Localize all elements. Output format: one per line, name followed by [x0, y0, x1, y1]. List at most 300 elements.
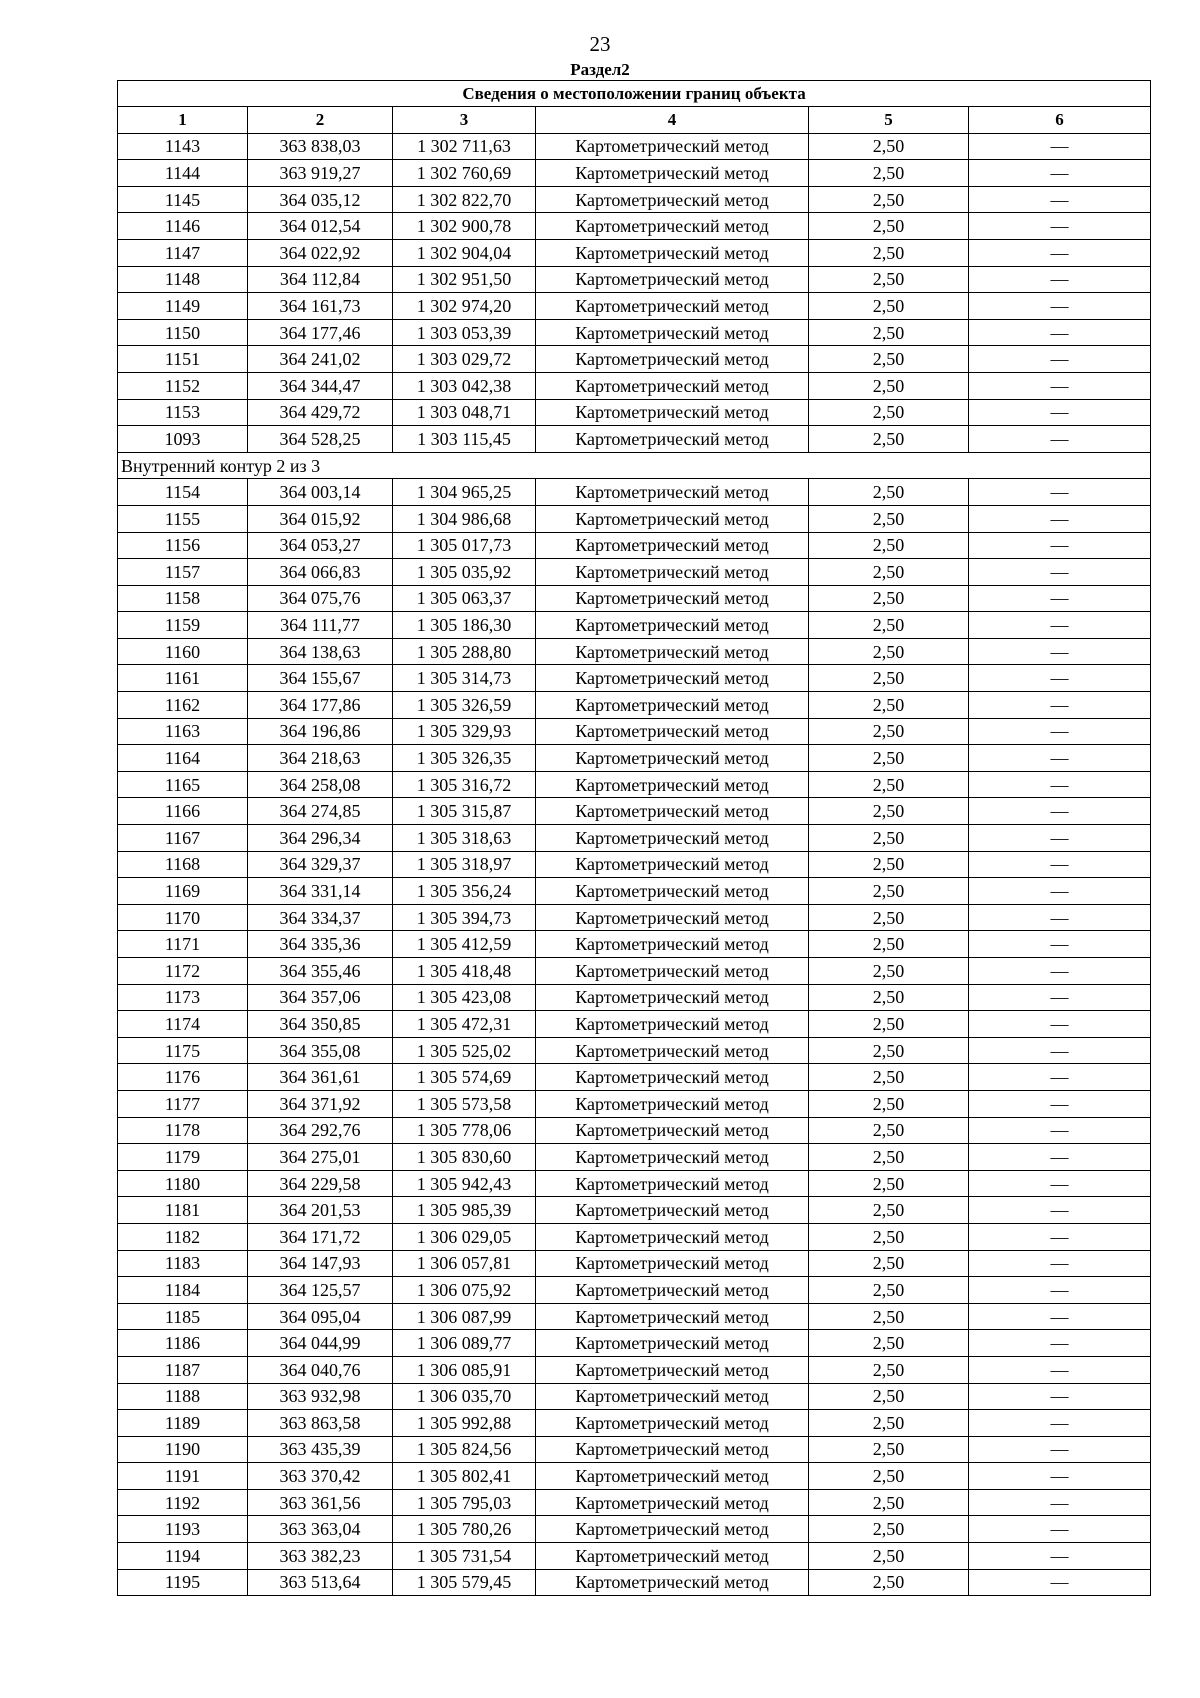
table-cell: Картометрический метод	[536, 399, 809, 426]
table-cell: 1160	[118, 638, 248, 665]
table-row	[118, 851, 1151, 878]
table-cell: Картометрический метод	[536, 532, 809, 559]
table-cell: 1 302 760,69	[393, 160, 536, 187]
table-cell: 2,50	[809, 1011, 969, 1038]
table-cell: 363 361,56	[248, 1489, 393, 1516]
table-cell: —	[969, 585, 1151, 612]
table-cell: —	[969, 692, 1151, 719]
table-cell: 1 305 063,37	[393, 585, 536, 612]
table-cell: 1194	[118, 1543, 248, 1570]
table-cell: Картометрический метод	[536, 1463, 809, 1490]
table-row	[118, 1090, 1151, 1117]
table-row	[118, 426, 1151, 453]
table-cell: 364 275,01	[248, 1144, 393, 1171]
table-cell: —	[969, 1569, 1151, 1596]
table-cell: —	[969, 1170, 1151, 1197]
table-row	[118, 665, 1151, 692]
table-cell: —	[969, 1516, 1151, 1543]
table-cell: 364 111,77	[248, 612, 393, 639]
table-cell: 2,50	[809, 1250, 969, 1277]
table-cell: Картометрический метод	[536, 1516, 809, 1543]
table-cell: 364 177,86	[248, 692, 393, 719]
table-cell: —	[969, 532, 1151, 559]
table-cell: 2,50	[809, 372, 969, 399]
table-cell: —	[969, 1011, 1151, 1038]
table-cell: —	[969, 718, 1151, 745]
table-cell: Картометрический метод	[536, 1410, 809, 1437]
table-cell: 1 305 326,35	[393, 745, 536, 772]
table-cell: 2,50	[809, 532, 969, 559]
table-row	[118, 638, 1151, 665]
table-cell: 1 302 904,04	[393, 239, 536, 266]
table-cell: 2,50	[809, 559, 969, 586]
table-cell: 1150	[118, 319, 248, 346]
table-cell: 1175	[118, 1037, 248, 1064]
table-row	[118, 505, 1151, 532]
table-cell: 1182	[118, 1223, 248, 1250]
table-cell: 363 838,03	[248, 133, 393, 160]
table-cell: Картометрический метод	[536, 1356, 809, 1383]
table-cell: Картометрический метод	[536, 1197, 809, 1224]
table-cell: 2,50	[809, 399, 969, 426]
table-cell: —	[969, 186, 1151, 213]
table-cell: 1 306 087,99	[393, 1303, 536, 1330]
table-cell: Картометрический метод	[536, 958, 809, 985]
table-cell: 1143	[118, 133, 248, 160]
table-cell: 2,50	[809, 825, 969, 852]
table-cell: 1 305 326,59	[393, 692, 536, 719]
table-row	[118, 825, 1151, 852]
table-cell: 1 305 418,48	[393, 958, 536, 985]
table-cell: 2,50	[809, 692, 969, 719]
table-cell: 2,50	[809, 1569, 969, 1596]
table-cell: 364 361,61	[248, 1064, 393, 1091]
table-row	[118, 718, 1151, 745]
table-cell: —	[969, 612, 1151, 639]
table-cell: 1193	[118, 1516, 248, 1543]
table-cell: Картометрический метод	[536, 1383, 809, 1410]
table-cell: 363 513,64	[248, 1569, 393, 1596]
table-cell: —	[969, 319, 1151, 346]
table-cell: 1 306 029,05	[393, 1223, 536, 1250]
table-cell: —	[969, 931, 1151, 958]
table-cell: —	[969, 559, 1151, 586]
table-cell: 2,50	[809, 851, 969, 878]
table-cell: 2,50	[809, 1463, 969, 1490]
table-cell: —	[969, 1277, 1151, 1304]
table-cell: Картометрический метод	[536, 239, 809, 266]
table-row	[118, 1516, 1151, 1543]
table-cell: 1153	[118, 399, 248, 426]
table-row	[118, 1330, 1151, 1357]
table-cell: Картометрический метод	[536, 1277, 809, 1304]
table-cell: 363 932,98	[248, 1383, 393, 1410]
table-cell: 1 305 472,31	[393, 1011, 536, 1038]
table-body	[118, 133, 1151, 1596]
table-cell: 1 302 900,78	[393, 213, 536, 240]
table-cell: 364 357,06	[248, 984, 393, 1011]
table-cell: —	[969, 638, 1151, 665]
table-cell: —	[969, 1356, 1151, 1383]
table-cell: 1 305 985,39	[393, 1197, 536, 1224]
table-cell: Картометрический метод	[536, 1144, 809, 1171]
table-cell: 1 306 089,77	[393, 1330, 536, 1357]
table-cell: —	[969, 1090, 1151, 1117]
table-row	[118, 399, 1151, 426]
table-row	[118, 585, 1151, 612]
table-cell: 1 305 780,26	[393, 1516, 536, 1543]
table-cell: 1149	[118, 293, 248, 320]
table-cell: 1147	[118, 239, 248, 266]
table-cell: 1 305 423,08	[393, 984, 536, 1011]
section-label: Раздел2	[570, 60, 630, 79]
table-cell: 1 305 942,43	[393, 1170, 536, 1197]
table-cell: 1172	[118, 958, 248, 985]
table-cell: —	[969, 426, 1151, 453]
column-header-row	[118, 107, 1151, 134]
table-cell: 1 306 035,70	[393, 1383, 536, 1410]
table-cell: —	[969, 372, 1151, 399]
table-cell: 2,50	[809, 1410, 969, 1437]
table-cell: —	[969, 878, 1151, 905]
table-cell: 1 306 085,91	[393, 1356, 536, 1383]
table-row	[118, 958, 1151, 985]
table-cell: 2,50	[809, 958, 969, 985]
table-cell: 2,50	[809, 878, 969, 905]
table-cell: —	[969, 1436, 1151, 1463]
table-cell: 2,50	[809, 1383, 969, 1410]
table-row	[118, 346, 1151, 373]
table-cell: 1169	[118, 878, 248, 905]
table-cell: 1 305 288,80	[393, 638, 536, 665]
table-cell: Картометрический метод	[536, 426, 809, 453]
table-cell: Картометрический метод	[536, 1064, 809, 1091]
table-cell: 1167	[118, 825, 248, 852]
table-cell: Картометрический метод	[536, 1436, 809, 1463]
table-cell: Картометрический метод	[536, 293, 809, 320]
table-cell: 1181	[118, 1197, 248, 1224]
table-cell: 1 304 965,25	[393, 479, 536, 506]
table-cell: 1179	[118, 1144, 248, 1171]
table-row	[118, 798, 1151, 825]
table-cell: 2,50	[809, 239, 969, 266]
table-caption-row	[118, 81, 1151, 107]
table-row	[118, 319, 1151, 346]
table-row	[118, 1463, 1151, 1490]
table-cell: 364 012,54	[248, 213, 393, 240]
table-cell: 2,50	[809, 585, 969, 612]
table-cell: Картометрический метод	[536, 1117, 809, 1144]
table-cell: 1186	[118, 1330, 248, 1357]
table-cell: 364 053,27	[248, 532, 393, 559]
table-cell: 2,50	[809, 612, 969, 639]
table-cell: Картометрический метод	[536, 638, 809, 665]
table-cell: 2,50	[809, 1489, 969, 1516]
table-cell: Картометрический метод	[536, 718, 809, 745]
table-row	[118, 532, 1151, 559]
table-cell: 1145	[118, 186, 248, 213]
table-cell: Картометрический метод	[536, 692, 809, 719]
table-cell: 1 305 394,73	[393, 904, 536, 931]
table-cell: 1187	[118, 1356, 248, 1383]
column-header: 6	[969, 107, 1151, 134]
table-cell: 364 147,93	[248, 1250, 393, 1277]
table-row	[118, 1170, 1151, 1197]
table-row	[118, 1569, 1151, 1596]
table-cell: Картометрический метод	[536, 904, 809, 931]
table-cell: 1 302 974,20	[393, 293, 536, 320]
table-cell: 2,50	[809, 1037, 969, 1064]
table-cell: Картометрический метод	[536, 1011, 809, 1038]
table-cell: —	[969, 293, 1151, 320]
table-cell: 364 371,92	[248, 1090, 393, 1117]
table-cell: 1 303 053,39	[393, 319, 536, 346]
table-cell: 1 302 822,70	[393, 186, 536, 213]
column-header: 2	[248, 107, 393, 134]
table-cell: 2,50	[809, 1277, 969, 1304]
table-cell: 1162	[118, 692, 248, 719]
table-cell: —	[969, 745, 1151, 772]
table-cell: 1 305 356,24	[393, 878, 536, 905]
table-cell: 2,50	[809, 505, 969, 532]
table-cell: —	[969, 665, 1151, 692]
table-cell: 2,50	[809, 1197, 969, 1224]
table-cell: —	[969, 1383, 1151, 1410]
table-cell: Картометрический метод	[536, 266, 809, 293]
table-cell: 1174	[118, 1011, 248, 1038]
table-cell: Картометрический метод	[536, 1250, 809, 1277]
table-cell: 363 382,23	[248, 1543, 393, 1570]
contour-subheader: Внутренний контур 2 из 3	[118, 452, 1151, 479]
table-cell: 2,50	[809, 1436, 969, 1463]
table-cell: —	[969, 851, 1151, 878]
table-cell: —	[969, 399, 1151, 426]
table-row	[118, 931, 1151, 958]
table-row	[118, 1144, 1151, 1171]
table-cell: 364 528,25	[248, 426, 393, 453]
table-row	[118, 1383, 1151, 1410]
table-row	[118, 1223, 1151, 1250]
table-cell: 2,50	[809, 745, 969, 772]
table-cell: 1178	[118, 1117, 248, 1144]
table-cell: —	[969, 1223, 1151, 1250]
table-cell: 2,50	[809, 293, 969, 320]
table-cell: 2,50	[809, 1170, 969, 1197]
table-cell: 364 241,02	[248, 346, 393, 373]
table-cell: 1184	[118, 1277, 248, 1304]
table-row	[118, 186, 1151, 213]
table-cell: 1 305 318,97	[393, 851, 536, 878]
table-cell: 1166	[118, 798, 248, 825]
table-cell: 364 112,84	[248, 266, 393, 293]
table-cell: Картометрический метод	[536, 585, 809, 612]
table-row	[118, 878, 1151, 905]
table-cell: —	[969, 1037, 1151, 1064]
table-cell: —	[969, 798, 1151, 825]
table-cell: Картометрический метод	[536, 1489, 809, 1516]
table-cell: —	[969, 1303, 1151, 1330]
table-cell: Картометрический метод	[536, 798, 809, 825]
table-cell: 2,50	[809, 1223, 969, 1250]
table-cell: —	[969, 133, 1151, 160]
table-cell: Картометрический метод	[536, 186, 809, 213]
table-cell: 1148	[118, 266, 248, 293]
table-cell: 1191	[118, 1463, 248, 1490]
table-cell: 1157	[118, 559, 248, 586]
table-cell: 1 305 186,30	[393, 612, 536, 639]
table-cell: 1 305 318,63	[393, 825, 536, 852]
table-cell: 364 155,67	[248, 665, 393, 692]
table-cell: Картометрический метод	[536, 160, 809, 187]
table-cell: 1 303 115,45	[393, 426, 536, 453]
table-cell: 1 305 329,93	[393, 718, 536, 745]
table-cell: 1156	[118, 532, 248, 559]
table-cell: 364 138,63	[248, 638, 393, 665]
table-row	[118, 612, 1151, 639]
table-cell: 2,50	[809, 984, 969, 1011]
table-cell: —	[969, 346, 1151, 373]
column-header: 4	[536, 107, 809, 134]
table-cell: —	[969, 1250, 1151, 1277]
column-header: 1	[118, 107, 248, 134]
table-cell: 364 274,85	[248, 798, 393, 825]
table-cell: Картометрический метод	[536, 372, 809, 399]
table-cell: 2,50	[809, 319, 969, 346]
table-cell: Картометрический метод	[536, 213, 809, 240]
table-cell: 363 370,42	[248, 1463, 393, 1490]
table-cell: 2,50	[809, 160, 969, 187]
table-cell: 364 258,08	[248, 771, 393, 798]
table-cell: 1 305 579,45	[393, 1569, 536, 1596]
table-cell: Картометрический метод	[536, 1170, 809, 1197]
table-cell: 1195	[118, 1569, 248, 1596]
table-cell: —	[969, 904, 1151, 931]
table-row	[118, 904, 1151, 931]
table-cell: —	[969, 1330, 1151, 1357]
table-cell: 1165	[118, 771, 248, 798]
table-cell: —	[969, 825, 1151, 852]
table-cell: Картометрический метод	[536, 984, 809, 1011]
table-row	[118, 1037, 1151, 1064]
table-cell: 2,50	[809, 904, 969, 931]
table-cell: 364 022,92	[248, 239, 393, 266]
table-cell: 1 305 315,87	[393, 798, 536, 825]
table-cell: 2,50	[809, 133, 969, 160]
table-cell: —	[969, 239, 1151, 266]
table-row	[118, 1410, 1151, 1437]
table-cell: —	[969, 984, 1151, 1011]
table-cell: 364 292,76	[248, 1117, 393, 1144]
boundary-table	[117, 80, 1151, 1596]
table-cell: 1190	[118, 1436, 248, 1463]
table-cell: —	[969, 1463, 1151, 1490]
table-cell: 1183	[118, 1250, 248, 1277]
table-row	[118, 479, 1151, 506]
table-cell: 1 302 951,50	[393, 266, 536, 293]
table-cell: 363 435,39	[248, 1436, 393, 1463]
table-cell: —	[969, 1410, 1151, 1437]
column-header: 3	[393, 107, 536, 134]
table-row	[118, 213, 1151, 240]
table-cell: 2,50	[809, 1356, 969, 1383]
table-cell: 1 305 824,56	[393, 1436, 536, 1463]
table-cell: 364 015,92	[248, 505, 393, 532]
table-cell: Картометрический метод	[536, 479, 809, 506]
table-cell: 364 331,14	[248, 878, 393, 905]
table-cell: 1170	[118, 904, 248, 931]
table-cell: 1189	[118, 1410, 248, 1437]
table-cell: 364 355,08	[248, 1037, 393, 1064]
table-cell: 1185	[118, 1303, 248, 1330]
table-cell: —	[969, 1197, 1151, 1224]
table-cell: Картометрический метод	[536, 1303, 809, 1330]
table-row	[118, 1356, 1151, 1383]
table-cell: 364 125,57	[248, 1277, 393, 1304]
table-cell: 1 303 029,72	[393, 346, 536, 373]
table-cell: Картометрический метод	[536, 851, 809, 878]
table-cell: 1171	[118, 931, 248, 958]
table-row	[118, 133, 1151, 160]
table-cell: 363 863,58	[248, 1410, 393, 1437]
table-row	[118, 1250, 1151, 1277]
table-cell: 1093	[118, 426, 248, 453]
table-cell: Картометрический метод	[536, 1569, 809, 1596]
table-cell: 2,50	[809, 1117, 969, 1144]
table-cell: —	[969, 505, 1151, 532]
table-cell: 1 305 795,03	[393, 1489, 536, 1516]
table-cell: 1 305 573,58	[393, 1090, 536, 1117]
table-cell: 1 305 802,41	[393, 1463, 536, 1490]
table-cell: 2,50	[809, 346, 969, 373]
table-cell: 1 305 412,59	[393, 931, 536, 958]
table-cell: 364 171,72	[248, 1223, 393, 1250]
table-cell: Картометрический метод	[536, 1090, 809, 1117]
table-cell: Картометрический метод	[536, 559, 809, 586]
table-cell: 364 075,76	[248, 585, 393, 612]
table-cell: 1164	[118, 745, 248, 772]
table-cell: 2,50	[809, 1330, 969, 1357]
table-cell: —	[969, 1064, 1151, 1091]
table-cell: 363 919,27	[248, 160, 393, 187]
table-row	[118, 745, 1151, 772]
table-cell: 1158	[118, 585, 248, 612]
table-cell: 2,50	[809, 638, 969, 665]
table-cell: 364 035,12	[248, 186, 393, 213]
table-cell: Картометрический метод	[536, 1037, 809, 1064]
table-cell: 364 334,37	[248, 904, 393, 931]
table-cell: 1163	[118, 718, 248, 745]
table-cell: 1144	[118, 160, 248, 187]
table-cell: 1 305 574,69	[393, 1064, 536, 1091]
table-cell: Картометрический метод	[536, 745, 809, 772]
table-cell: 1 303 042,38	[393, 372, 536, 399]
table-caption: Сведения о местоположении границ объекта	[118, 81, 1151, 107]
table-cell: 1 304 986,68	[393, 505, 536, 532]
table-cell: 364 229,58	[248, 1170, 393, 1197]
table-cell: Картометрический метод	[536, 1223, 809, 1250]
table-cell: 1 302 711,63	[393, 133, 536, 160]
table-row	[118, 1064, 1151, 1091]
table-cell: Картометрический метод	[536, 771, 809, 798]
table-cell: Картометрический метод	[536, 612, 809, 639]
table-cell: 1 305 731,54	[393, 1543, 536, 1570]
table-cell: —	[969, 1144, 1151, 1171]
table-cell: 1151	[118, 346, 248, 373]
table-cell: 1168	[118, 851, 248, 878]
table-row	[118, 1303, 1151, 1330]
table-cell: 364 040,76	[248, 1356, 393, 1383]
page-number: 23	[589, 32, 611, 56]
